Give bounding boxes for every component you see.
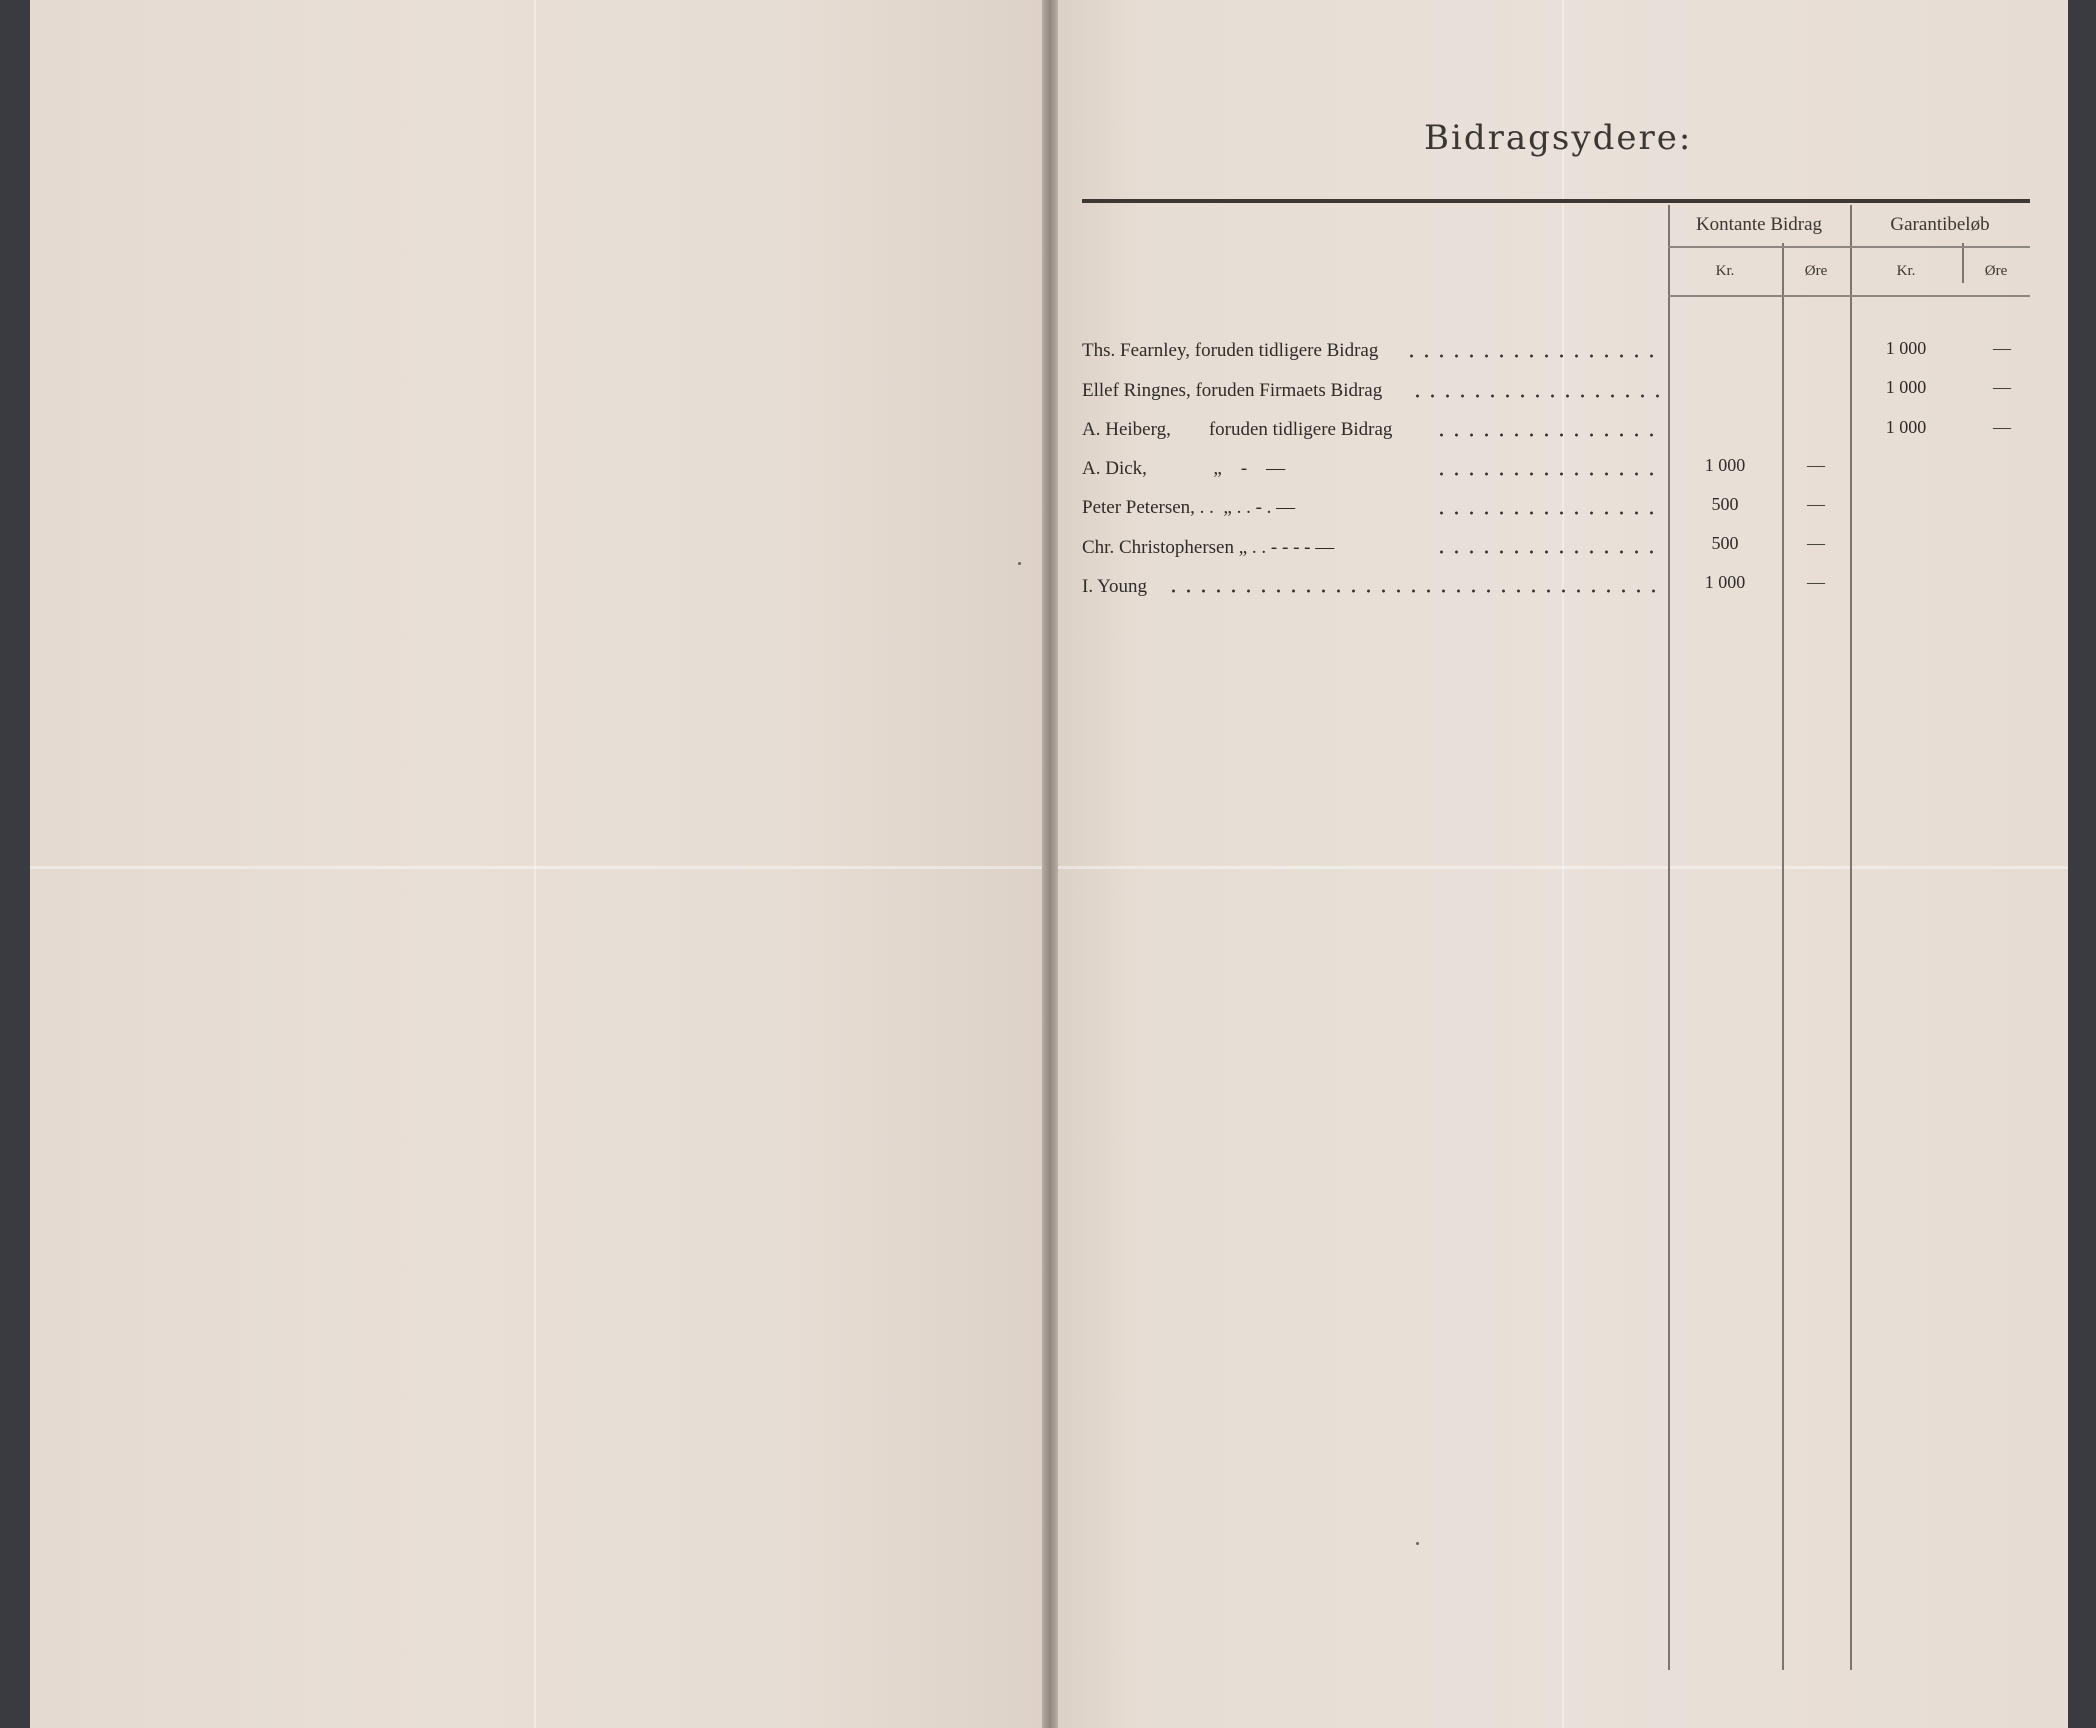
row-2-garanti-kr: 1 000: [1885, 417, 1927, 437]
row-1-garanti-kr: 1 000: [1885, 377, 1927, 397]
row-5-kontant-ore: —: [1807, 533, 1825, 553]
row-4-kontant-kr: 500: [1711, 494, 1739, 514]
row-2-name: A. Heiberg, foruden tidligere Bidrag: [1082, 419, 1393, 440]
row-0-name: Ths. Fearnley, foruden tidligere Bidrag: [1082, 340, 1379, 361]
row-4-name: Peter Petersen, . . „ . . - . —: [1082, 497, 1296, 518]
row-3-kontant-kr: 1 000: [1704, 455, 1746, 475]
subheader-garanti-ore: Øre: [1984, 263, 2008, 279]
row-1-name: Ellef Ringnes, foruden Firmaets Bidrag: [1082, 380, 1383, 401]
left-page-blank: [30, 0, 1042, 1728]
row-1-dot-leaders: [1410, 394, 1664, 398]
book-gutter: [1042, 0, 1058, 1728]
row-0-garanti-ore: —: [1993, 338, 2011, 358]
row-0-garanti-kr: 1 000: [1885, 338, 1927, 358]
row-5-name: Chr. Christophersen „ . . - - - - —: [1082, 537, 1335, 558]
paper-speck: [1018, 562, 1021, 565]
row-4-kontant-ore: —: [1807, 494, 1825, 514]
subheader-divider: [1668, 295, 2030, 297]
row-1-garanti-ore: —: [1993, 377, 2011, 397]
fold-crease-horizontal: [30, 866, 1042, 869]
row-2-garanti-ore: —: [1993, 417, 2011, 437]
subheader-kontant-kr: Kr.: [1715, 263, 1735, 279]
row-6-dot-leaders: [1166, 589, 1664, 593]
right-page: [1058, 0, 2068, 1728]
fold-crease-horizontal-right: [1058, 866, 2068, 869]
row-5-kontant-kr: 500: [1711, 533, 1739, 553]
fold-crease-vertical: [534, 0, 536, 1728]
row-0-dot-leaders: [1404, 354, 1664, 358]
page-title: Bidragsydere:: [1424, 118, 1693, 158]
fold-crease-vertical-right: [1562, 0, 1564, 1728]
header-divider: [1668, 246, 2030, 248]
column-line-kontant-left: [1668, 205, 1670, 1670]
subheader-garanti-kr: Kr.: [1896, 263, 1916, 279]
header-kontante-bidrag: Kontante Bidrag: [1695, 214, 1823, 235]
row-4-dot-leaders: [1434, 511, 1664, 515]
row-2-dot-leaders: [1434, 433, 1664, 437]
row-6-kontant-kr: 1 000: [1704, 572, 1746, 592]
row-3-kontant-ore: —: [1807, 455, 1825, 475]
row-3-name: A. Dick, „ - —: [1082, 458, 1286, 479]
subheader-kontant-ore: Øre: [1804, 263, 1828, 279]
header-rule: [1082, 199, 2030, 203]
paper-speck: [1416, 1542, 1419, 1545]
row-3-dot-leaders: [1434, 472, 1664, 476]
row-6-name: I. Young: [1082, 576, 1147, 597]
header-garantibelob: Garantibeløb: [1890, 214, 1990, 235]
row-6-kontant-ore: —: [1807, 572, 1825, 592]
row-5-dot-leaders: [1434, 550, 1664, 554]
